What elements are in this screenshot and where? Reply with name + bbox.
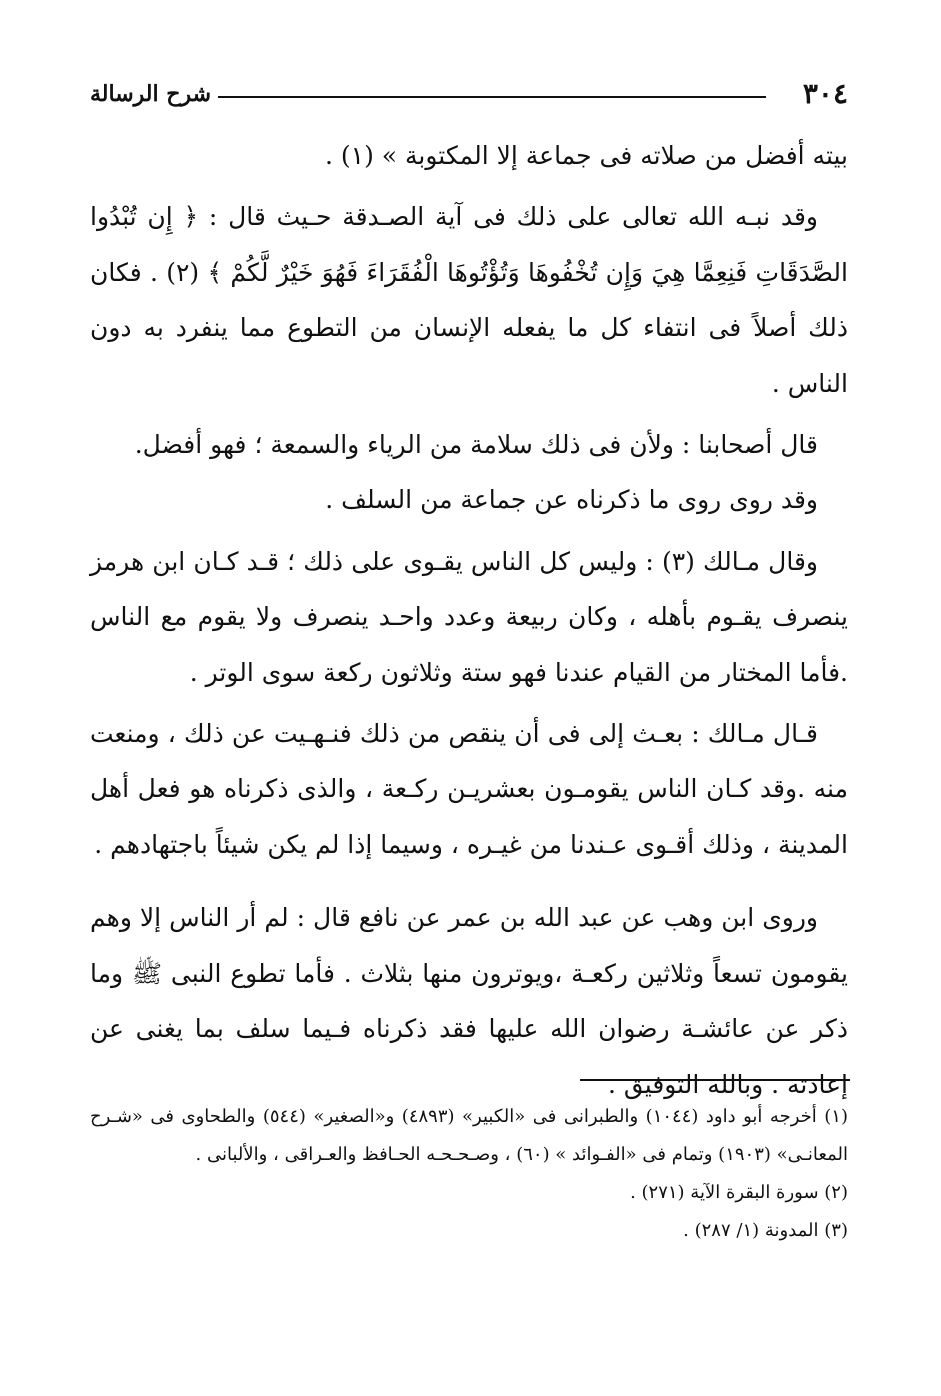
header-rule <box>218 96 766 98</box>
footnote: (٣) المدونة (١/ ٢٨٧) . <box>683 1220 848 1241</box>
paragraph: وقد نبـه الله تعالى على ذلك فى آية الصـدقة حـيث قال : ﴿ إِن تُبْدُوا الصَّدَقَاتِ فَنِعِمَّا هِيَ وَإِن تُخْفُوهَا وَتُؤْتُوهَا الْفُقَرَاءَ فَهُوَ خَيْرٌ لَّكُمْ ﴾ (٢) . فكان ذلك أصلاً فى انتفاء كل ما يفعله الإنسان من التطوع مما ينفرد به دون الناس . <box>90 202 848 398</box>
paragraph: قال أصحابنا : ولأن فى ذلك سلامة من الرياء والسمعة ؛ فهو أفضل. <box>134 430 818 460</box>
footnote: (١) أخرجه أبو داود (١٠٤٤) والطبرانى فى «الكبير» (٤٨٩٣) و«الصغير» (٥٤٤) والطحاوى فى «شـرح المعانـى» (١٩٠٣) وتمام فى «الفـوائد » (٦٠) ، وصـحـحـه الحـافظ والعـراقى ، والألبانى . <box>90 1106 848 1165</box>
paragraph: وروى ابن وهب عن عبد الله بن عمر عن نافع قال : لم أر الناس إلا وهم يقومون تسعاً وثلاثين ركعـة ،ويوترون منها بثلاث . فأما تطوع النبى ﷺ وما ذكر عن عائشـة رضوان الله عليها فقد ذكرناه فـيما سلف بما يغنى عن إعادته . وبالله التوفيق . <box>90 903 848 1099</box>
page-header <box>90 76 848 112</box>
page-number: ٣٠٤ <box>802 77 848 110</box>
footnotes <box>90 1098 848 1250</box>
footnote: (٢) سورة البقرة الآية (٢٧١) . <box>630 1182 848 1203</box>
paragraph: بيته أفضل من صلاته فى جماعة إلا المكتوبة » (١) . <box>324 141 848 170</box>
footnote-rule <box>580 1079 850 1081</box>
paragraph: وقال مـالك (٣) : وليس كل الناس يقـوى على ذلك ؛ قـد كـان ابن هرمز ينصرف يقـوم بأهله ، وكان ربيعة وعدد واحـد ينصرف ولا يقوم مع الناس .فأما المختار من القيام عندنا فهو ستة وثلاثون ركعة سوى الوتر . <box>90 546 848 687</box>
running-title: شرح الرسالة <box>90 81 212 107</box>
body-text <box>90 128 848 1112</box>
paragraph: وقد روى روى ما ذكرناه عن جماعة من السلف . <box>325 485 818 515</box>
paragraph: قـال مـالك : بعـث إلى فى أن ينقص من ذلك فنـهـيت عن ذلك ، ومنعت منه .وقد كـان الناس يقومـون بعشريـن ركـعة ، والذى ذكرناه هو فعل أهل المدينة ، وذلك أقـوى عـندنا من غيـره ، وسيما إذا لم يكن شيئاً باجتهادهم . <box>90 719 848 859</box>
